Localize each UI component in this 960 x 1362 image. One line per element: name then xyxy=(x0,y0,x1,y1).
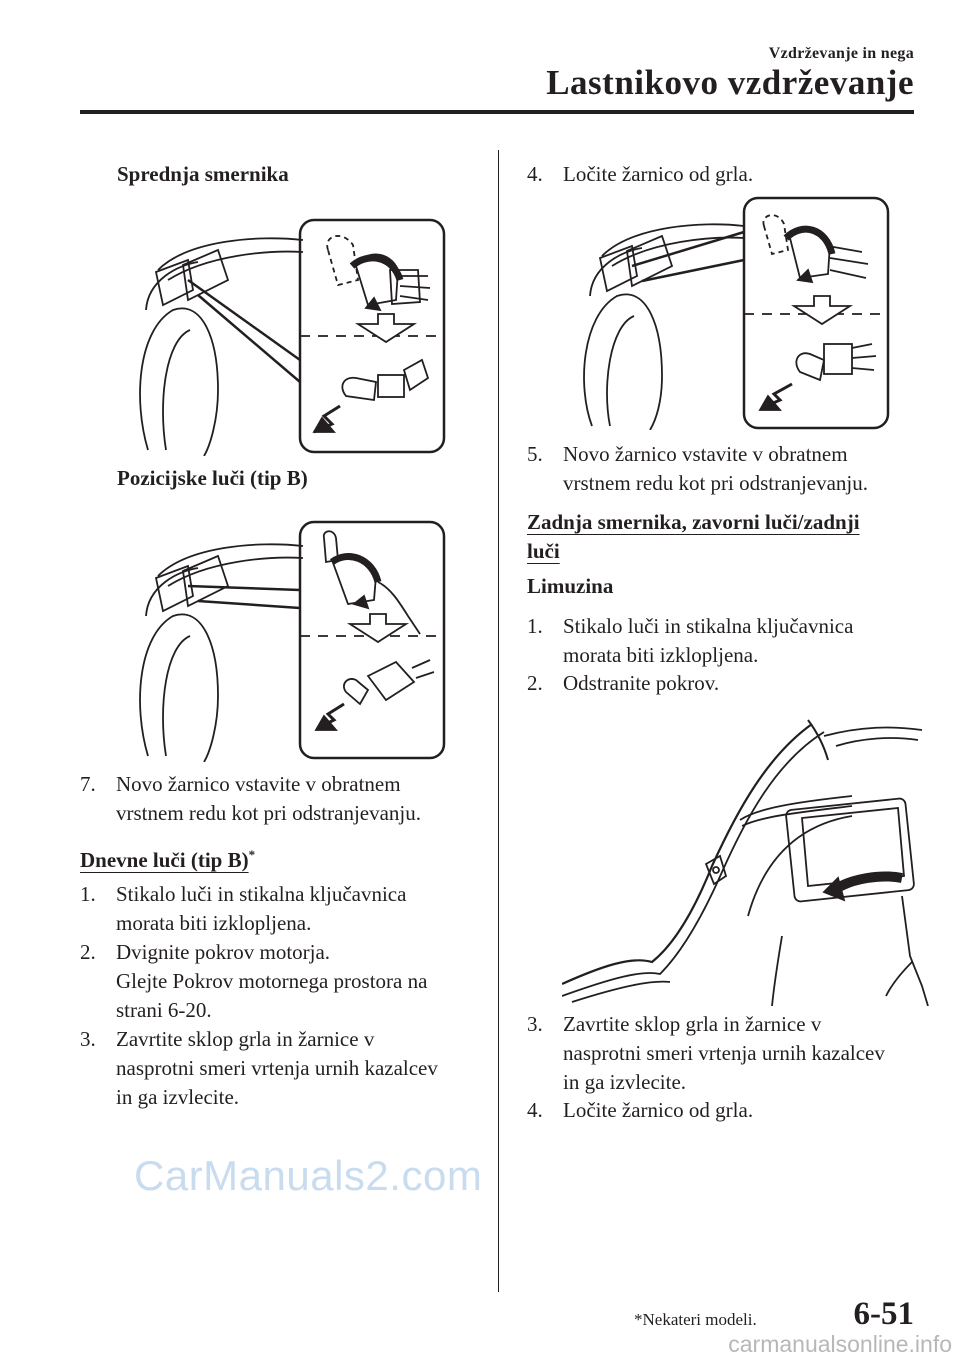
sedan-step-3 xyxy=(527,1010,937,1100)
step-text: nasprotni smeri vrtenja urnih kazalcev xyxy=(563,1041,885,1065)
step-text: Novo žarnico vstavite v obratnem xyxy=(563,442,848,466)
step-text: nasprotni smeri vrtenja urnih kazalcev xyxy=(116,1056,438,1080)
step-text: Stikalo luči in stikalna ključavnica xyxy=(116,882,407,906)
heading-drl xyxy=(80,840,255,875)
drl-step-2 xyxy=(80,938,480,1028)
sedan-step-4 xyxy=(527,1096,937,1126)
watermark-carmanualsonline: carmanualsonline.info xyxy=(728,1331,952,1357)
step-text: in ga izvlecite. xyxy=(116,1085,240,1109)
sedan-step-2 xyxy=(527,669,937,699)
heading-parking-lights: Pozicijske luči (tip B) xyxy=(117,466,308,490)
step-number: 2. xyxy=(80,940,96,964)
footnote: *Nekateri modeli. xyxy=(634,1310,757,1329)
drl-step-1 xyxy=(80,880,480,940)
footnote-mark: * xyxy=(248,847,256,862)
step-text: Zavrtite sklop grla in žarnice v xyxy=(563,1012,822,1036)
header-rule xyxy=(80,110,914,114)
step-text: Zavrtite sklop grla in žarnice v xyxy=(116,1027,375,1051)
step-text: Glejte Pokrov motornega prostora na xyxy=(116,969,428,993)
figure-parking-lights xyxy=(128,516,448,762)
step-number: 7. xyxy=(80,772,96,796)
step-text: morata biti izklopljena. xyxy=(116,911,312,935)
step-7 xyxy=(80,770,480,830)
step-text: vrstnem redu kot pri odstranjevanju. xyxy=(116,801,422,825)
step-text: Ločite žarnico od grla. xyxy=(563,162,754,186)
step-number: 2. xyxy=(527,671,543,695)
heading-rear-lights xyxy=(527,508,860,566)
step-text: Stikalo luči in stikalna ključavnica xyxy=(563,614,854,638)
step-text: Novo žarnico vstavite v obratnem xyxy=(116,772,401,796)
step-4 xyxy=(527,160,927,190)
step-number: 4. xyxy=(527,1098,543,1122)
step-text: morata biti izklopljena. xyxy=(563,643,759,667)
step-text: Dvignite pokrov motorja. xyxy=(116,940,331,964)
column-divider xyxy=(498,150,499,1292)
step-number: 1. xyxy=(527,614,543,638)
section-label: Vzdrževanje in nega xyxy=(768,45,914,62)
step-text: Odstranite pokrov. xyxy=(563,671,720,695)
subheading-sedan: Limuzina xyxy=(527,574,614,598)
heading-front-turn-signal: Sprednja smernika xyxy=(117,162,289,186)
heading-rear-lights-line: luči xyxy=(527,539,560,563)
step-number: 4. xyxy=(527,162,543,186)
step-5 xyxy=(527,440,937,500)
step-number: 3. xyxy=(80,1027,96,1051)
step-number: 5. xyxy=(527,442,543,466)
heading-rear-lights-line: Zadnja smernika, zavorni luči/zadnji xyxy=(527,510,860,534)
step-number: 3. xyxy=(527,1012,543,1036)
step-text: strani 6-20. xyxy=(116,998,212,1022)
figure-separate-bulb xyxy=(572,196,892,430)
figure-trunk-cover xyxy=(562,716,938,1006)
drl-step-3 xyxy=(80,1025,490,1115)
step-text: vrstnem redu kot pri odstranjevanju. xyxy=(563,471,869,495)
step-number: 1. xyxy=(80,882,96,906)
figure-front-turn-signal xyxy=(128,210,448,456)
page-number: 6-51 xyxy=(853,1296,914,1332)
sedan-step-1 xyxy=(527,612,937,672)
step-text: in ga izvlecite. xyxy=(563,1070,687,1094)
watermark-carmanuals2: CarManuals2.com xyxy=(134,1152,483,1199)
step-text: Ločite žarnico od grla. xyxy=(563,1098,754,1122)
chapter-title: Lastnikovo vzdrževanje xyxy=(546,63,914,102)
heading-drl-text: Dnevne luči (tip B) xyxy=(80,848,249,872)
